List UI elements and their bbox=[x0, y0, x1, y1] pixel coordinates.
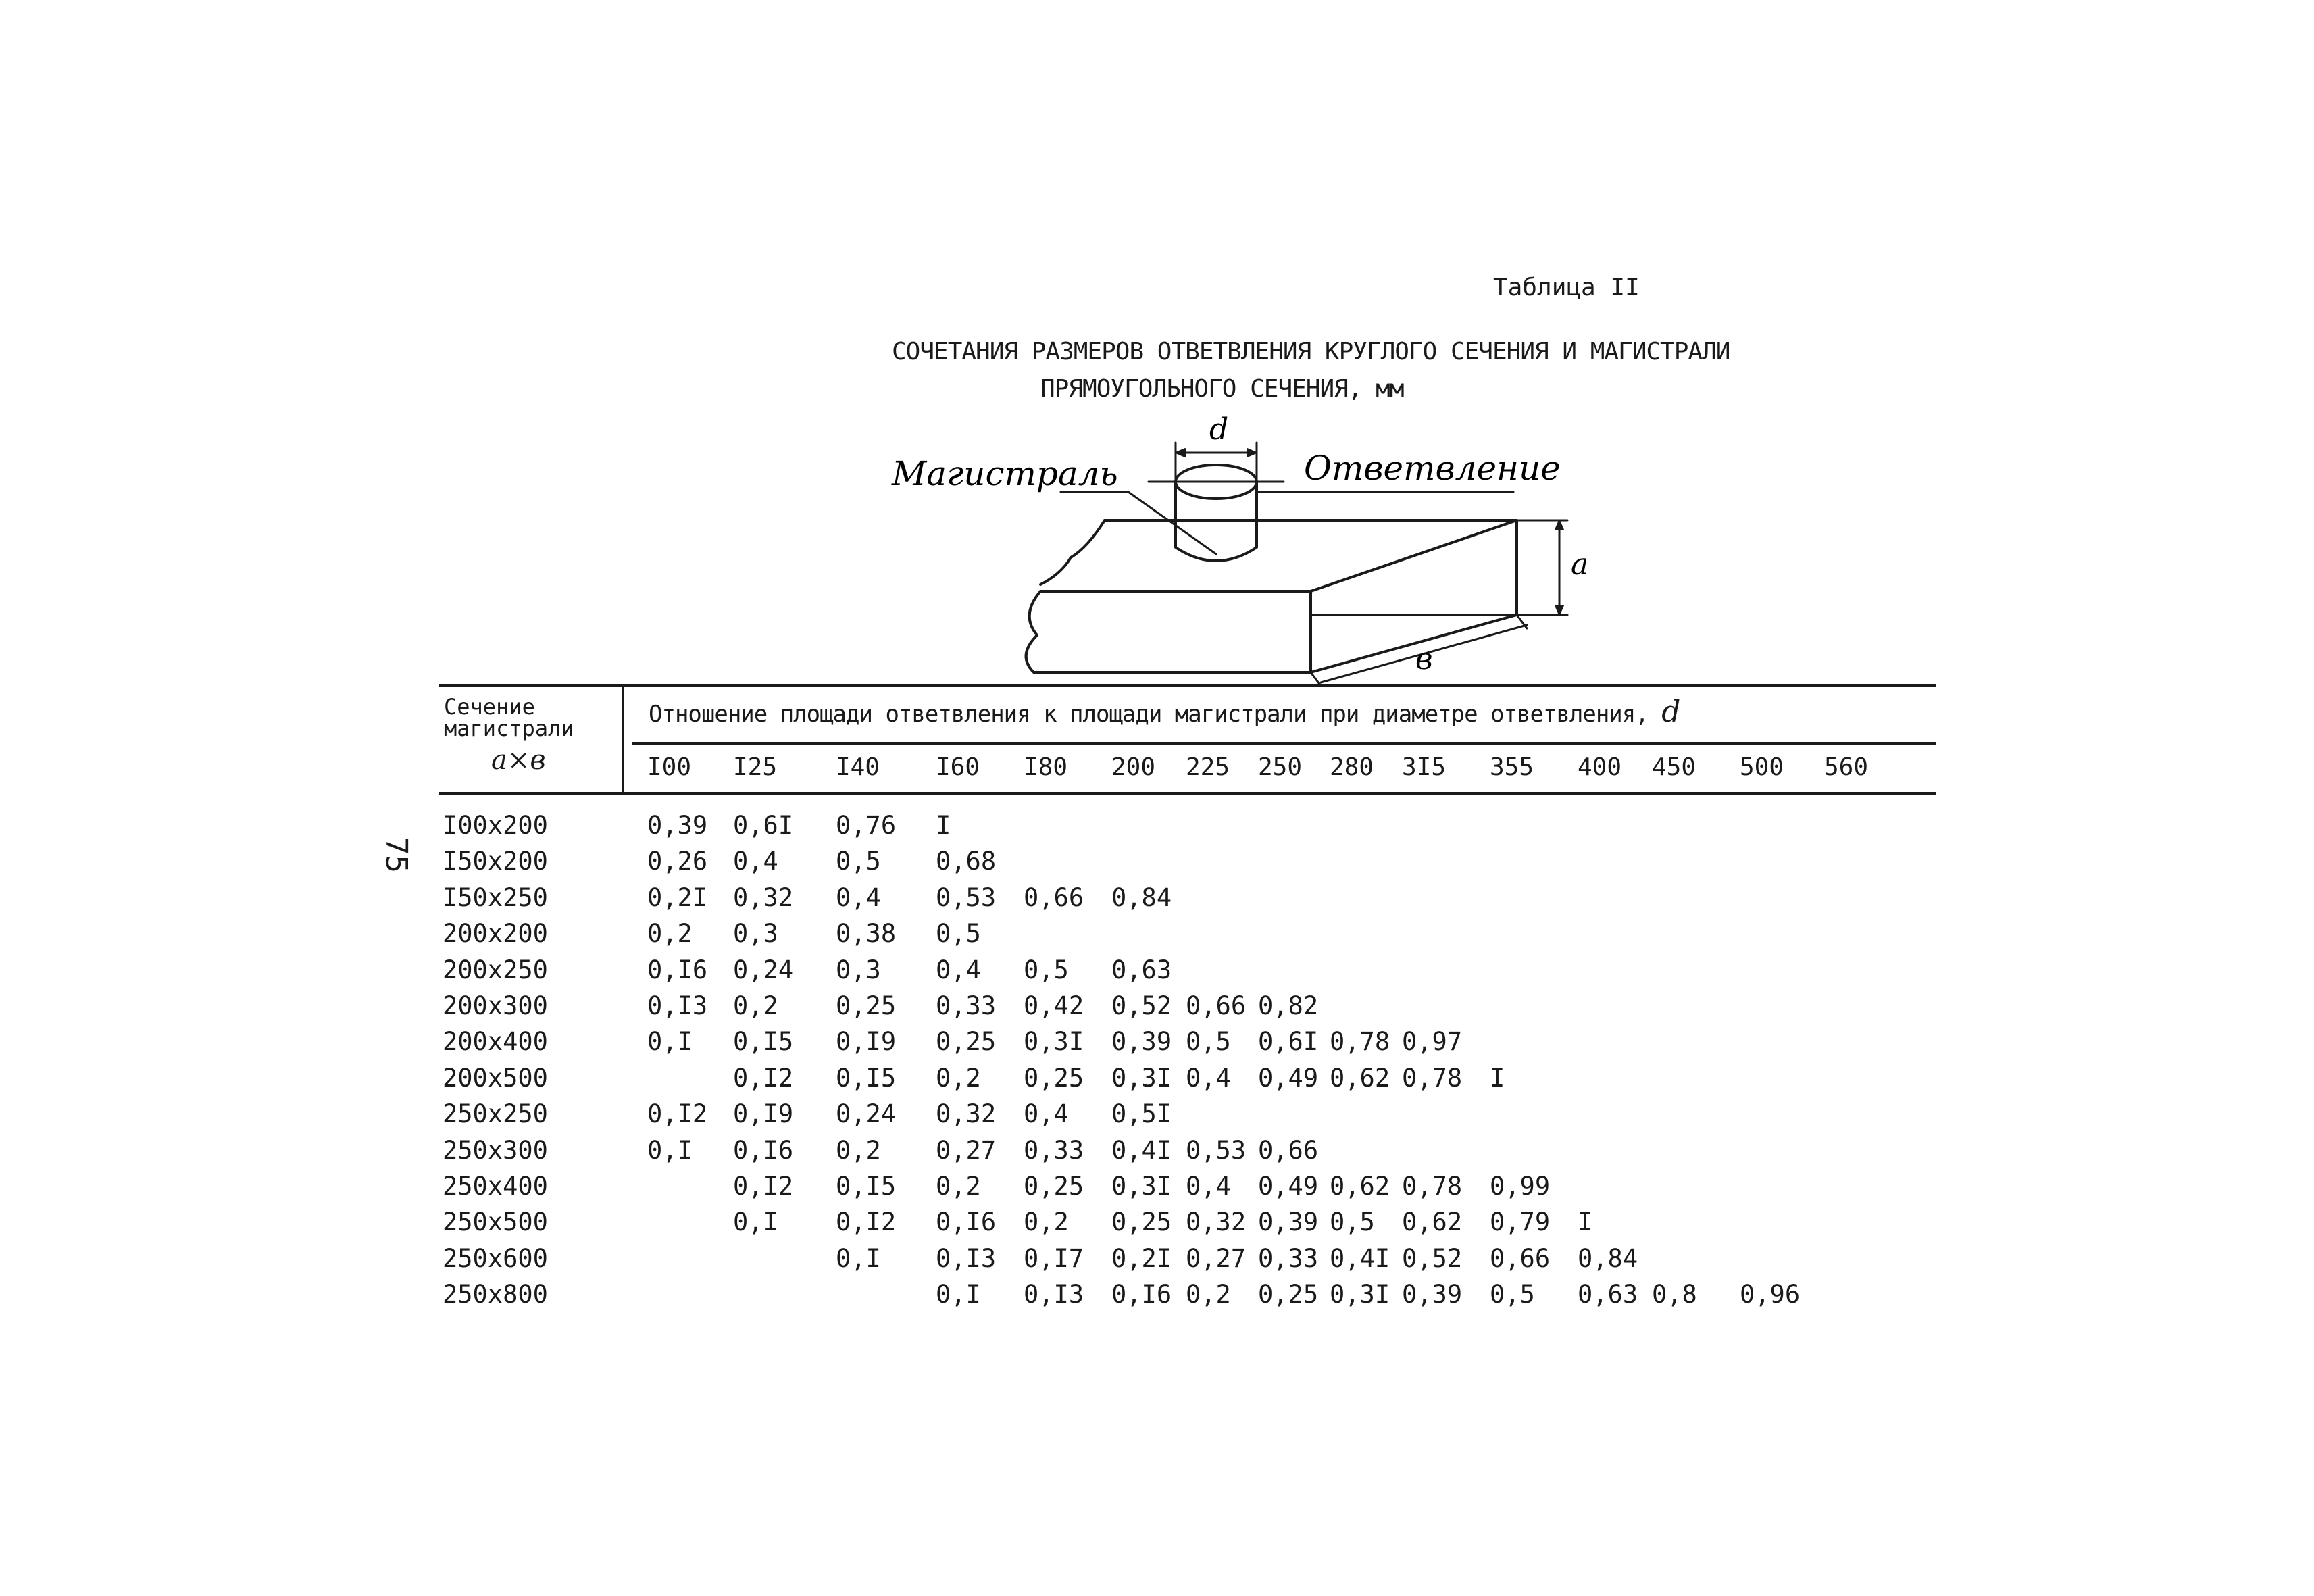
diameter-header-cell: I25 bbox=[733, 753, 778, 781]
table-cell: 0,8 bbox=[1652, 1280, 1697, 1309]
table-cell: 0,2I bbox=[1111, 1244, 1172, 1273]
diameter-symbol: d bbox=[1661, 695, 1680, 729]
table-cell: 0,6I bbox=[733, 811, 794, 840]
table-cell: 0,6I bbox=[1258, 1027, 1319, 1056]
table-cell: 0,4 bbox=[1186, 1172, 1231, 1201]
table-cell: 0,4 bbox=[1024, 1099, 1069, 1128]
table-cell: 0,52 bbox=[1402, 1244, 1463, 1273]
table-cell: 0,2I bbox=[647, 883, 708, 912]
table-cell: 0,4 bbox=[733, 847, 778, 876]
dim-a-label: a bbox=[1571, 547, 1589, 582]
table-cell: 0,49 bbox=[1258, 1172, 1319, 1201]
table-cell: 0,I6 bbox=[1111, 1280, 1172, 1309]
diameter-span-header bbox=[649, 695, 1680, 729]
row-header-line-2: магистрали bbox=[444, 716, 574, 741]
leader-main bbox=[1061, 492, 1216, 554]
dim-d-label: d bbox=[1209, 412, 1229, 447]
row-section-label: I50x200 bbox=[443, 847, 548, 876]
table-cell: 0,I9 bbox=[733, 1099, 794, 1128]
diameter-header-cell: 500 bbox=[1740, 753, 1784, 781]
table-cell: 0,I6 bbox=[733, 1136, 794, 1165]
table-cell: 0,3 bbox=[836, 955, 881, 984]
diameter-header-cell: 225 bbox=[1186, 753, 1230, 781]
table-cell: 0,78 bbox=[1402, 1064, 1463, 1093]
table-cell: 0,3I bbox=[1111, 1172, 1172, 1201]
row-section-label: 200x400 bbox=[443, 1027, 548, 1056]
table-cell: 0,24 bbox=[733, 955, 794, 984]
table-cell: 0,68 bbox=[936, 847, 997, 876]
table-cell: 0,5 bbox=[1186, 1027, 1231, 1056]
table-cell: 0,4 bbox=[836, 883, 881, 912]
label-branch: Ответвление bbox=[1304, 449, 1561, 488]
table-cell: 0,32 bbox=[936, 1099, 997, 1128]
table-cell: 0,39 bbox=[1258, 1207, 1319, 1237]
row-header-line-1: Сечение bbox=[444, 694, 535, 720]
table-cell: 0,82 bbox=[1258, 991, 1319, 1020]
table-cell: I bbox=[1490, 1064, 1505, 1093]
duct-front-face bbox=[1026, 591, 1311, 672]
diameter-header-cell: I40 bbox=[836, 753, 880, 781]
table-cell: 0,33 bbox=[1258, 1244, 1319, 1273]
table-cell: 0,I bbox=[836, 1244, 881, 1273]
table-cell: 0,63 bbox=[1578, 1280, 1638, 1309]
table-title-line-1: СОЧЕТАНИЯ РАЗМЕРОВ ОТВЕТВЛЕНИЯ КРУГЛОГО СЕЧЕНИЯ И МАГИСТРАЛИ bbox=[892, 338, 1730, 366]
table-cell: 0,32 bbox=[733, 883, 794, 912]
table-cell: 0,I3 bbox=[1024, 1280, 1084, 1309]
table-cell: 0,25 bbox=[936, 1027, 997, 1056]
dim-b-label: в bbox=[1415, 642, 1433, 676]
table-cell: 0,5 bbox=[836, 847, 881, 876]
diameter-header-rule bbox=[632, 742, 1936, 745]
table-cell: 0,25 bbox=[836, 991, 897, 1020]
table-cell: 0,5 bbox=[1490, 1280, 1535, 1309]
table-cell: 0,33 bbox=[1024, 1136, 1084, 1165]
table-cell: 0,4 bbox=[936, 955, 981, 984]
duct-right-bottom-edge bbox=[1311, 615, 1517, 672]
table-cell: 0,4I bbox=[1111, 1136, 1172, 1165]
table-cell: 0,5 bbox=[1024, 955, 1069, 984]
table-label: Таблица II bbox=[1493, 274, 1640, 301]
table-cell: 0,32 bbox=[1186, 1207, 1247, 1237]
table-cell: 0,96 bbox=[1740, 1280, 1801, 1309]
table-cell: 0,I9 bbox=[836, 1027, 897, 1056]
table-top-rule bbox=[439, 684, 1936, 687]
diameter-header-cell: 400 bbox=[1578, 753, 1622, 781]
table-cell: 0,39 bbox=[647, 811, 708, 840]
row-section-label: 250x600 bbox=[443, 1244, 548, 1273]
table-cell: 0,26 bbox=[647, 847, 708, 876]
table-cell: 0,5I bbox=[1111, 1099, 1172, 1128]
table-cell: 0,84 bbox=[1578, 1244, 1638, 1273]
table-cell: 0,I3 bbox=[647, 991, 708, 1020]
table-cell: 0,2 bbox=[836, 1136, 881, 1165]
table-cell: 0,I bbox=[647, 1027, 693, 1056]
row-section-label: 250x250 bbox=[443, 1099, 548, 1128]
table-cell: 0,2 bbox=[936, 1172, 981, 1201]
table-cell: 0,66 bbox=[1024, 883, 1084, 912]
diameter-header-cell: I60 bbox=[936, 753, 980, 781]
row-section-label: 250x400 bbox=[443, 1172, 548, 1201]
diameter-header-cell: 3I5 bbox=[1402, 753, 1447, 781]
row-section-label: 200x200 bbox=[443, 919, 548, 948]
table-cell: 0,66 bbox=[1490, 1244, 1551, 1273]
table-cell: I bbox=[1578, 1207, 1593, 1237]
diameter-header-cell: 200 bbox=[1111, 753, 1156, 781]
table-cell: 0,I bbox=[733, 1207, 778, 1237]
header-bottom-rule bbox=[439, 792, 1936, 795]
table-cell: 0,I2 bbox=[647, 1099, 708, 1128]
table-cell: 0,2 bbox=[1024, 1207, 1069, 1237]
table-cell: 0,27 bbox=[1186, 1244, 1247, 1273]
table-cell: 0,2 bbox=[647, 919, 693, 948]
table-cell: 0,25 bbox=[1111, 1207, 1172, 1237]
table-cell: 0,63 bbox=[1111, 955, 1172, 984]
table-cell: 0,99 bbox=[1490, 1172, 1551, 1201]
table-cell: I bbox=[936, 811, 951, 840]
table-cell: 0,62 bbox=[1330, 1064, 1390, 1093]
header-vertical-rule bbox=[622, 684, 624, 793]
row-section-label: 250x800 bbox=[443, 1280, 548, 1309]
row-section-label: 250x300 bbox=[443, 1136, 548, 1165]
table-cell: 0,25 bbox=[1024, 1064, 1084, 1093]
table-cell: 0,39 bbox=[1111, 1027, 1172, 1056]
table-cell: 0,I bbox=[647, 1136, 693, 1165]
diameter-header-cell: I00 bbox=[647, 753, 692, 781]
table-cell: 0,42 bbox=[1024, 991, 1084, 1020]
table-cell: 0,25 bbox=[1024, 1172, 1084, 1201]
table-title-line-2: ПРЯМОУГОЛЬНОГО СЕЧЕНИЯ, мм bbox=[1040, 375, 1404, 403]
table-cell: 0,62 bbox=[1402, 1207, 1463, 1237]
table-cell: 0,I6 bbox=[647, 955, 708, 984]
table-cell: 0,66 bbox=[1258, 1136, 1319, 1165]
diameter-header-cell: 280 bbox=[1330, 753, 1374, 781]
table-cell: 0,3I bbox=[1330, 1280, 1390, 1309]
table-cell: 0,2 bbox=[733, 991, 778, 1020]
table-cell: 0,I2 bbox=[836, 1207, 897, 1237]
table-cell: 0,3I bbox=[1111, 1064, 1172, 1093]
table-cell: 0,78 bbox=[1330, 1027, 1390, 1056]
row-section-label: 200x250 bbox=[443, 955, 548, 984]
row-section-label: 200x300 bbox=[443, 991, 548, 1020]
table-cell: 0,79 bbox=[1490, 1207, 1551, 1237]
table-cell: 0,I6 bbox=[936, 1207, 997, 1237]
diameter-header-cell: 250 bbox=[1258, 753, 1303, 781]
table-cell: 0,I bbox=[936, 1280, 981, 1309]
table-cell: 0,I7 bbox=[1024, 1244, 1084, 1273]
row-header-line-3: a×в bbox=[491, 745, 546, 776]
table-cell: 0,2 bbox=[1186, 1280, 1231, 1309]
table-cell: 0,I2 bbox=[733, 1172, 794, 1201]
table-cell: 0,33 bbox=[936, 991, 997, 1020]
table-cell: 0,5 bbox=[1330, 1207, 1375, 1237]
table-cell: 0,I5 bbox=[733, 1027, 794, 1056]
table-cell: 0,4I bbox=[1330, 1244, 1390, 1273]
label-main: Магистраль bbox=[892, 454, 1118, 493]
table-cell: 0,49 bbox=[1258, 1064, 1319, 1093]
table-cell: 0,78 bbox=[1402, 1172, 1463, 1201]
table-cell: 0,3I bbox=[1024, 1027, 1084, 1056]
table-cell: 0,25 bbox=[1258, 1280, 1319, 1309]
row-section-label: I00x200 bbox=[443, 811, 548, 840]
table-cell: 0,76 bbox=[836, 811, 897, 840]
table-cell: 0,97 bbox=[1402, 1027, 1463, 1056]
table-cell: 0,2 bbox=[936, 1064, 981, 1093]
table-cell: 0,38 bbox=[836, 919, 897, 948]
row-section-label: 250x500 bbox=[443, 1207, 548, 1237]
diameter-header-cell: 560 bbox=[1824, 753, 1869, 781]
diameter-header-cell: 355 bbox=[1490, 753, 1534, 781]
table-cell: 0,I3 bbox=[936, 1244, 997, 1273]
table-cell: 0,24 bbox=[836, 1099, 897, 1128]
table-cell: 0,27 bbox=[936, 1136, 997, 1165]
table-cell: 0,84 bbox=[1111, 883, 1172, 912]
duct-left-top-edge bbox=[1040, 520, 1105, 584]
table-cell: 0,53 bbox=[1186, 1136, 1247, 1165]
diameter-header-cell: I80 bbox=[1024, 753, 1068, 781]
table-cell: 0,62 bbox=[1330, 1172, 1390, 1201]
table-cell: 0,4 bbox=[1186, 1064, 1231, 1093]
dim-d-lines bbox=[1149, 443, 1284, 482]
table-cell: 0,39 bbox=[1402, 1280, 1463, 1309]
row-section-label: 200x500 bbox=[443, 1064, 548, 1093]
table-cell: 0,I5 bbox=[836, 1172, 897, 1201]
dim-a-lines bbox=[1517, 520, 1567, 615]
duct-front-top-edge bbox=[1040, 520, 1517, 591]
table-cell: 0,3 bbox=[733, 919, 778, 948]
table-cell: 0,66 bbox=[1186, 991, 1247, 1020]
table-cell: 0,I2 bbox=[733, 1064, 794, 1093]
duct-branch-diagram bbox=[838, 412, 1589, 689]
row-section-label: I50x250 bbox=[443, 883, 548, 912]
page-number: 75 bbox=[378, 837, 413, 873]
table-cell: 0,5 bbox=[936, 919, 981, 948]
table-cell: 0,I5 bbox=[836, 1064, 897, 1093]
table-cell: 0,53 bbox=[936, 883, 997, 912]
diameter-span-header-text: Отношение площади ответвления к площади магистрали при диаметре ответвления, bbox=[649, 701, 1649, 728]
diameter-header-cell: 450 bbox=[1652, 753, 1696, 781]
table-cell: 0,52 bbox=[1111, 991, 1172, 1020]
